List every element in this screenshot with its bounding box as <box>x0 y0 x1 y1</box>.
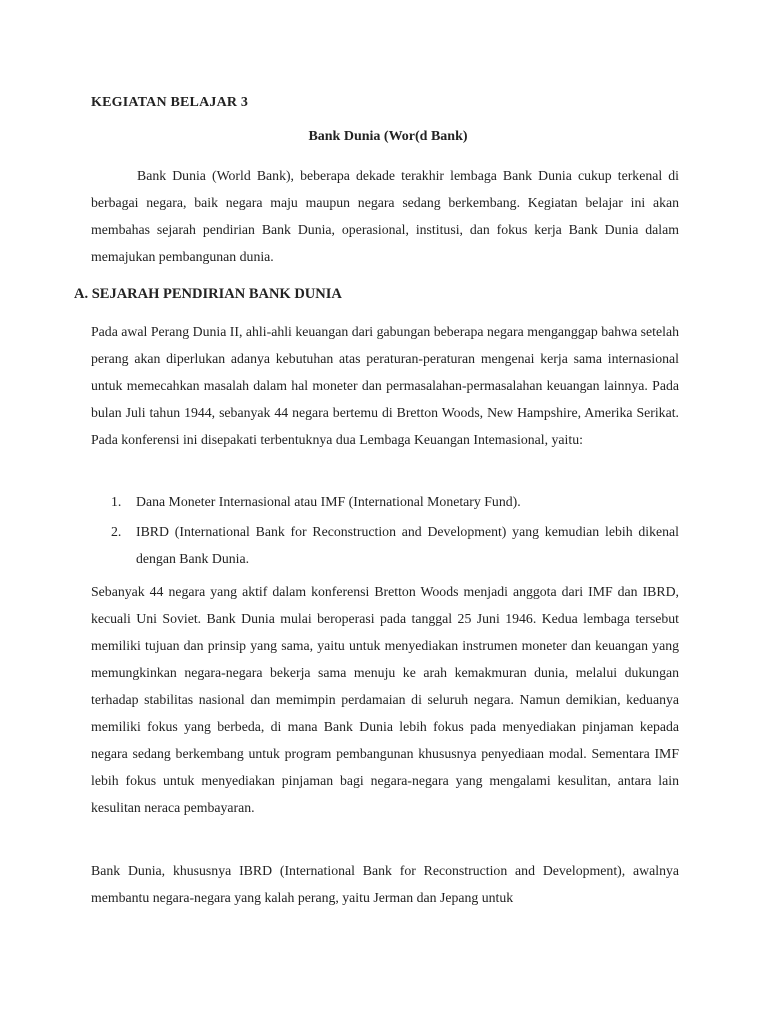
section-heading-a: A. SEJARAH PENDIRIAN BANK DUNIA <box>74 286 342 302</box>
document-heading: KEGIATAN BELAJAR 3 <box>91 95 249 110</box>
list-item-text: IBRD (International Bank for Reconstruction and Development) yang kemudian lebih dikenal dengan Bank Dunia. <box>136 524 679 566</box>
history-paragraph-3: Bank Dunia, khususnya IBRD (International Bank for Reconstruction and Development), awalnya membantu negara-negara yang kalah perang, yaitu Jerman dan Jepang untuk <box>91 863 679 905</box>
list-item-text: Dana Moneter Internasional atau IMF (International Monetary Fund). <box>136 494 521 509</box>
history-paragraph-2: Sebanyak 44 negara yang aktif dalam konferensi Bretton Woods menjadi anggota dari IMF dan IBRD, kecuali Uni Soviet. Bank Dunia mulai beroperasi pada tanggal 25 Juni 1946. Kedua lembaga tersebut memiliki tujuan dan prinsip yang sama, yaitu untuk menyediakan instrumen moneter dan keuangan yang memungkinkan negara-negara bekerja sama menuju ke arah kemakmuran dunia, melalui dukungan terhadap stabilitas nasional dan memimpin perdamaian di seluruh negara. Namun demikian, keduanya memiliki fokus yang berbeda, di mana Bank Dunia lebih fokus pada menyediakan pinjaman kepada negara sedang berkembang untuk program pembangunan khususnya penyediaan modal. Sementara IMF lebih fokus untuk menyediakan pinjaman bagi negara-negara yang mengalami kesulitan, antara lain kesulitan neraca pembayaran. <box>91 584 679 815</box>
list-item <box>111 488 679 515</box>
list-item-number: 2. <box>111 524 122 539</box>
list-item-number: 1. <box>111 494 122 509</box>
history-paragraph-1: Pada awal Perang Dunia II, ahli-ahli keuangan dari gabungan beberapa negara menganggap bahwa setelah perang akan diperlukan adanya kebutuhan atas peraturan-peraturan mengenai kerja sama internasional untuk memecahkan masalah dalam hal moneter dan permasalahan-permasalahan keuangan lainnya. Pada bulan Juli tahun 1944, sebanyak 44 negara bertemu di Bretton Woods, New Hampshire, Amerika Serikat. Pada konferensi ini disepakati terbentuknya dua Lembaga Keuangan Intemasional, yaitu: <box>91 324 679 447</box>
document-subtitle: Bank Dunia (Wor(d Bank) <box>308 129 468 144</box>
institution-list <box>111 488 679 575</box>
intro-paragraph: Bank Dunia (World Bank), beberapa dekade terakhir lembaga Bank Dunia cukup terkenal di berbagai negara, baik negara maju maupun negara sedang berkembang. Kegiatan belajar ini akan membahas sejarah pendirian Bank Dunia, operasional, institusi, dan fokus kerja Bank Dunia dalam memajukan pembangunan dunia. <box>91 168 679 264</box>
list-item <box>111 518 679 572</box>
